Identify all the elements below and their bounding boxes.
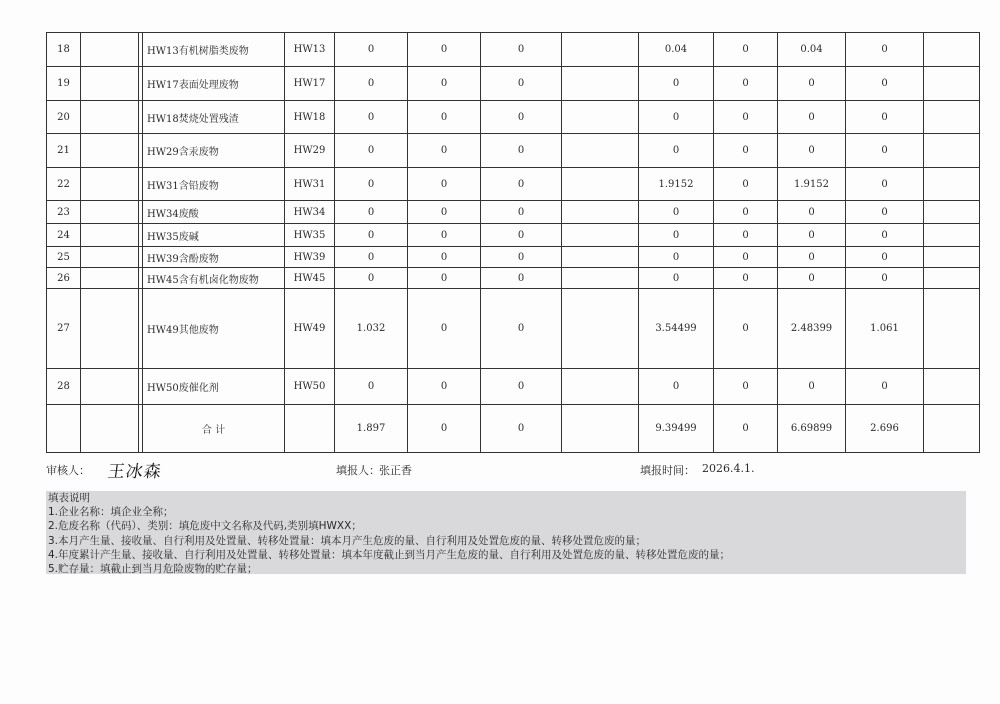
value-cell: 0 (408, 369, 481, 405)
value-cell (924, 67, 980, 101)
value-cell: 0 (408, 247, 481, 268)
category-cell (81, 224, 139, 247)
value-cell (562, 168, 639, 201)
value-cell: 0 (408, 67, 481, 101)
value-cell: 0 (481, 289, 562, 369)
total-value: 6.69899 (778, 405, 846, 453)
table-row (47, 67, 980, 101)
signature-row (46, 462, 966, 480)
value-cell: 0 (846, 67, 924, 101)
value-cell: 0 (846, 247, 924, 268)
row-number: 24 (47, 224, 81, 247)
reviewer-signature: 王冰森 (106, 462, 164, 482)
value-cell: 0 (639, 201, 714, 224)
total-value: 1.897 (335, 405, 408, 453)
category-cell (81, 268, 139, 289)
category-cell (81, 33, 139, 67)
row-number: 21 (47, 134, 81, 168)
total-value: 9.39499 (639, 405, 714, 453)
table-row (47, 168, 980, 201)
value-cell: 0 (846, 101, 924, 134)
category-cell (81, 67, 139, 101)
value-cell: 0 (714, 268, 778, 289)
value-cell (924, 289, 980, 369)
value-cell (562, 201, 639, 224)
value-cell (924, 201, 980, 224)
row-number: 26 (47, 268, 81, 289)
value-cell (562, 369, 639, 405)
instruction-item: 5.贮存量：填截止到当月危险废物的贮存量； (48, 563, 258, 576)
value-cell (562, 224, 639, 247)
category-cell (81, 247, 139, 268)
value-cell: 0 (408, 289, 481, 369)
waste-name: HW34废酸 (143, 201, 285, 224)
value-cell: 0 (335, 201, 408, 224)
category-cell (81, 101, 139, 134)
filler-label: 填报人： (336, 464, 380, 477)
value-cell: 0 (335, 268, 408, 289)
value-cell: 0 (639, 101, 714, 134)
filler-name: 张正香 (379, 464, 412, 477)
value-cell: 0 (846, 168, 924, 201)
table-row (47, 247, 980, 268)
value-cell (562, 134, 639, 168)
waste-code: HW13 (285, 33, 335, 67)
value-cell: 0 (714, 168, 778, 201)
value-cell: 3.54499 (639, 289, 714, 369)
total-value (924, 405, 980, 453)
value-cell: 0 (335, 33, 408, 67)
category-cell (81, 289, 139, 369)
value-cell: 0 (335, 247, 408, 268)
value-cell: 0 (778, 134, 846, 168)
table-row (47, 268, 980, 289)
value-cell: 0 (481, 33, 562, 67)
value-cell: 2.48399 (778, 289, 846, 369)
value-cell: 0 (639, 224, 714, 247)
value-cell (924, 134, 980, 168)
waste-code: HW49 (285, 289, 335, 369)
value-cell: 0 (778, 247, 846, 268)
value-cell: 0 (778, 101, 846, 134)
value-cell: 0 (481, 369, 562, 405)
row-number: 20 (47, 101, 81, 134)
value-cell: 0 (714, 224, 778, 247)
waste-code: HW31 (285, 168, 335, 201)
value-cell: 0 (778, 67, 846, 101)
value-cell: 1.9152 (778, 168, 846, 201)
value-cell (562, 33, 639, 67)
table-row (47, 289, 980, 369)
value-cell: 0 (408, 101, 481, 134)
value-cell: 0 (335, 369, 408, 405)
value-cell: 0 (639, 369, 714, 405)
waste-name: HW13有机树脂类废物 (143, 33, 285, 67)
row-number: 28 (47, 369, 81, 405)
waste-code: HW34 (285, 201, 335, 224)
waste-name: HW35废碱 (143, 224, 285, 247)
value-cell: 0 (778, 201, 846, 224)
value-cell: 0 (408, 224, 481, 247)
value-cell: 0 (714, 247, 778, 268)
value-cell (562, 67, 639, 101)
value-cell: 1.032 (335, 289, 408, 369)
table-row (47, 134, 980, 168)
value-cell: 0 (481, 168, 562, 201)
value-cell: 0 (846, 33, 924, 67)
value-cell: 0 (846, 268, 924, 289)
waste-name: HW18焚烧处置残渣 (143, 101, 285, 134)
value-cell: 0 (335, 168, 408, 201)
row-number: 22 (47, 168, 81, 201)
total-value: 0 (714, 405, 778, 453)
total-value: 0 (408, 405, 481, 453)
value-cell: 0 (846, 201, 924, 224)
waste-code: HW18 (285, 101, 335, 134)
value-cell: 0 (408, 168, 481, 201)
value-cell: 0 (778, 369, 846, 405)
value-cell: 0 (481, 101, 562, 134)
value-cell: 0 (639, 134, 714, 168)
row-number: 18 (47, 33, 81, 67)
category-cell (81, 405, 139, 453)
date-value: 2026.4.1. (702, 462, 755, 475)
waste-table (46, 32, 980, 453)
row-number (47, 405, 81, 453)
value-cell: 0 (481, 134, 562, 168)
waste-code: HW29 (285, 134, 335, 168)
value-cell: 0 (639, 67, 714, 101)
value-cell: 0 (335, 67, 408, 101)
value-cell: 0 (481, 201, 562, 224)
table-row (47, 33, 980, 67)
waste-name: HW49其他废物 (143, 289, 285, 369)
total-value (562, 405, 639, 453)
total-value: 0 (481, 405, 562, 453)
value-cell: 0 (408, 33, 481, 67)
waste-code (285, 405, 335, 453)
instructions-box (46, 491, 966, 574)
value-cell (924, 369, 980, 405)
waste-code: HW45 (285, 268, 335, 289)
value-cell (924, 268, 980, 289)
value-cell: 0 (481, 67, 562, 101)
category-cell (81, 369, 139, 405)
reviewer-label: 审核人： (46, 464, 90, 477)
waste-code: HW35 (285, 224, 335, 247)
table-row (47, 369, 980, 405)
waste-name: HW39含酚废物 (143, 247, 285, 268)
total-label: 合 计 (143, 405, 285, 453)
value-cell: 0 (408, 268, 481, 289)
waste-name: HW31含铅废物 (143, 168, 285, 201)
value-cell: 0 (639, 268, 714, 289)
instruction-item: 3.本月产生量、接收量、自行利用及处置量、转移处置量：填本月产生危废的量、自行利用及处置危废的量、转移处置危废的量； (48, 534, 647, 547)
value-cell: 0 (714, 134, 778, 168)
category-cell (81, 201, 139, 224)
date-label: 填报时间： (640, 464, 695, 477)
instructions-title: 填表说明 (48, 492, 90, 504)
value-cell: 0 (335, 101, 408, 134)
waste-name: HW29含汞废物 (143, 134, 285, 168)
row-number: 27 (47, 289, 81, 369)
value-cell: 0 (481, 247, 562, 268)
value-cell: 0.04 (639, 33, 714, 67)
value-cell: 0 (714, 33, 778, 67)
total-row (47, 405, 980, 453)
value-cell: 0 (714, 369, 778, 405)
value-cell: 0 (335, 134, 408, 168)
row-number: 25 (47, 247, 81, 268)
value-cell: 1.9152 (639, 168, 714, 201)
value-cell: 0 (714, 101, 778, 134)
value-cell: 0 (481, 224, 562, 247)
value-cell: 0 (846, 134, 924, 168)
table-row (47, 101, 980, 134)
row-number: 19 (47, 67, 81, 101)
value-cell (924, 224, 980, 247)
value-cell: 0 (846, 224, 924, 247)
value-cell (924, 33, 980, 67)
waste-code: HW17 (285, 67, 335, 101)
value-cell: 0 (846, 369, 924, 405)
value-cell: 0 (481, 268, 562, 289)
value-cell (924, 168, 980, 201)
value-cell: 0 (778, 224, 846, 247)
value-cell (562, 268, 639, 289)
value-cell: 0 (408, 201, 481, 224)
instruction-item: 1.企业名称：填企业全称； (48, 506, 174, 519)
value-cell: 0 (335, 224, 408, 247)
value-cell (562, 289, 639, 369)
total-value: 2.696 (846, 405, 924, 453)
category-cell (81, 134, 139, 168)
value-cell: 0.04 (778, 33, 846, 67)
value-cell (562, 101, 639, 134)
waste-code: HW50 (285, 369, 335, 405)
waste-code: HW39 (285, 247, 335, 268)
value-cell: 0 (714, 201, 778, 224)
table-row (47, 224, 980, 247)
value-cell (924, 101, 980, 134)
waste-name: HW50废催化剂 (143, 369, 285, 405)
value-cell (562, 247, 639, 268)
value-cell: 0 (714, 67, 778, 101)
waste-name: HW17表面处理废物 (143, 67, 285, 101)
value-cell: 1.061 (846, 289, 924, 369)
row-number: 23 (47, 201, 81, 224)
category-cell (81, 168, 139, 201)
value-cell: 0 (639, 247, 714, 268)
value-cell (924, 247, 980, 268)
instruction-item: 2.危废名称（代码）、类别：填危废中文名称及代码,类别填HWXX； (48, 520, 362, 533)
instruction-item: 4.年度累计产生量、接收量、自行利用及处置量、转移处置量：填本年度截止到当月产生危废的量、自行利用及处置危废的量、转移处置危废的量； (48, 548, 731, 561)
value-cell: 0 (778, 268, 846, 289)
value-cell: 0 (408, 134, 481, 168)
waste-name: HW45含有机卤化物废物 (143, 268, 285, 289)
value-cell: 0 (714, 289, 778, 369)
table-row (47, 201, 980, 224)
